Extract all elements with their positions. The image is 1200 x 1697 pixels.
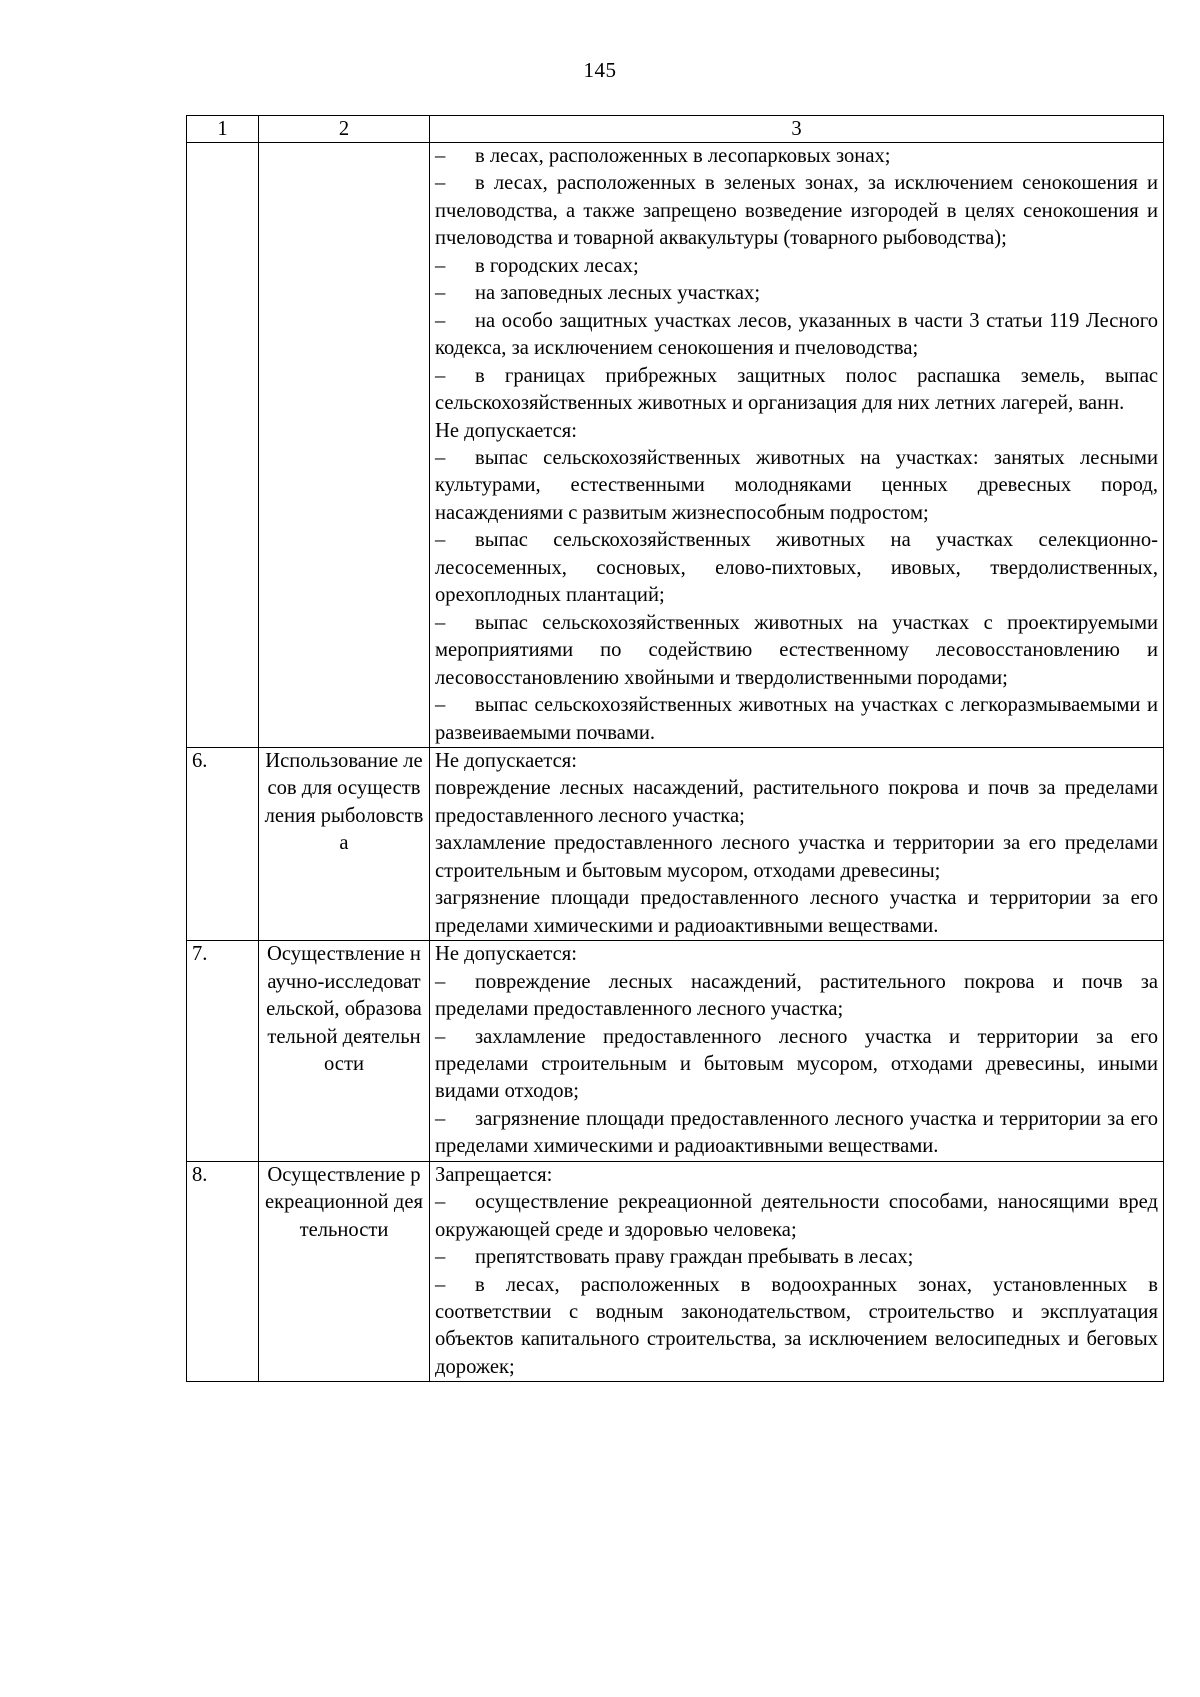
paragraph-text: Запрещается: bbox=[435, 1163, 553, 1186]
dash-marker: – bbox=[435, 970, 446, 993]
restrictions-cell bbox=[430, 143, 1164, 748]
paragraph bbox=[435, 418, 1158, 445]
paragraph bbox=[435, 775, 1158, 830]
activity-name: Осуществление научно-исследовательской, образовательной деятельности bbox=[259, 941, 430, 1162]
paragraph-text: выпас сельскохозяйственных животных на участках: занятых лесными культурами, естественными молодняками ценных древесных пород, насаждениями с развитым жизнеспособным подростом; bbox=[435, 446, 1158, 524]
paragraph-text: выпас сельскохозяйственных животных на участках селекционно-лесосеменных, сосновых, елово-пихтовых, ивовых, твердолиственных, орехоплодных плантаций; bbox=[435, 529, 1158, 607]
paragraph-text: на заповедных лесных участках; bbox=[475, 282, 761, 305]
paragraph-text: в городских лесах; bbox=[475, 254, 639, 277]
restrictions-cell bbox=[430, 747, 1164, 940]
row-number: 7. bbox=[187, 941, 259, 1162]
page-number: 145 bbox=[583, 58, 617, 82]
paragraph-text: Не допускается: bbox=[435, 943, 577, 966]
dash-marker: – bbox=[435, 694, 446, 717]
dash-marker: – bbox=[435, 364, 446, 387]
paragraph-text: выпас сельскохозяйственных животных на участках с легкоразмываемыми и развеиваемыми почвами. bbox=[435, 694, 1158, 744]
table-row bbox=[187, 747, 1164, 940]
paragraph-text: в границах прибрежных защитных полос распашка земель, выпас сельскохозяйственных животных и организация для них летних лагерей, ванн. bbox=[435, 364, 1158, 415]
paragraph-text: загрязнение площади предоставленного лесного участка и территории за его пределами химическими и радиоактивными веществами. bbox=[435, 1107, 1158, 1158]
dash-marker: – bbox=[435, 172, 446, 195]
header-col-3: 3 bbox=[430, 116, 1164, 143]
paragraph-text: загрязнение площади предоставленного лесного участка и территории за его пределами химическими и радиоактивными веществами. bbox=[435, 887, 1158, 937]
dash-marker: – bbox=[435, 1246, 446, 1269]
paragraph-text: повреждение лесных насаждений, растительного покрова и почв за пределами предоставленного лесного участка; bbox=[435, 970, 1158, 1021]
bullet-paragraph bbox=[435, 1024, 1158, 1106]
dash-marker: – bbox=[435, 611, 446, 634]
dash-marker: – bbox=[435, 145, 446, 167]
paragraph bbox=[435, 1162, 1158, 1189]
paragraph bbox=[435, 748, 1158, 775]
bullet-paragraph bbox=[435, 969, 1158, 1024]
bullet-paragraph bbox=[435, 143, 1158, 170]
header-col-2: 2 bbox=[259, 116, 430, 143]
bullet-paragraph bbox=[435, 1106, 1158, 1161]
paragraph bbox=[435, 941, 1158, 968]
restrictions-cell bbox=[430, 1161, 1164, 1382]
paragraph-text: Не допускается: bbox=[435, 749, 577, 772]
header-col-1: 1 bbox=[187, 116, 259, 143]
dash-marker: – bbox=[435, 1191, 446, 1214]
dash-marker: – bbox=[435, 254, 446, 277]
bullet-paragraph bbox=[435, 308, 1158, 363]
bullet-paragraph bbox=[435, 363, 1158, 418]
row-number: 8. bbox=[187, 1161, 259, 1382]
row-number bbox=[187, 143, 259, 748]
paragraph-text: в лесах, расположенных в лесопарковых зонах; bbox=[475, 145, 891, 167]
paragraph-text: на особо защитных участках лесов, указанных в части 3 статьи 119 Лесного кодекса, за исключением сенокошения и пчеловодства; bbox=[435, 309, 1158, 360]
dash-marker: – bbox=[435, 529, 446, 552]
activity-name: Осуществление рекреационной деятельности bbox=[259, 1161, 430, 1382]
table-row bbox=[187, 143, 1164, 748]
dash-marker: – bbox=[435, 446, 446, 469]
regulations-table bbox=[186, 115, 1164, 1382]
bullet-paragraph bbox=[435, 1189, 1158, 1244]
paragraph-text: Не допускается: bbox=[435, 419, 577, 442]
paragraph bbox=[435, 830, 1158, 885]
paragraph-text: повреждение лесных насаждений, растительного покрова и почв за пределами предоставленного лесного участка; bbox=[435, 777, 1158, 827]
bullet-paragraph bbox=[435, 692, 1158, 747]
paragraph-text: захламление предоставленного лесного участка и территории за его пределами строительным и бытовым мусором, отходами древесины, иными видами отходов; bbox=[435, 1025, 1158, 1103]
activity-name: Использование лесов для осуществления рыболовства bbox=[259, 747, 430, 940]
dash-marker: – bbox=[435, 1273, 446, 1296]
bullet-paragraph bbox=[435, 1244, 1158, 1271]
table-row bbox=[187, 941, 1164, 1162]
table-row bbox=[187, 1161, 1164, 1382]
bullet-paragraph bbox=[435, 280, 1158, 307]
bullet-paragraph bbox=[435, 1272, 1158, 1382]
dash-marker: – bbox=[435, 282, 446, 305]
dash-marker: – bbox=[435, 309, 446, 332]
row-number: 6. bbox=[187, 747, 259, 940]
paragraph-text: осуществление рекреационной деятельности способами, наносящими вред окружающей среде и здоровью человека; bbox=[435, 1191, 1158, 1241]
paragraph-text: в лесах, расположенных в водоохранных зонах, установленных в соответствии с водным законодательством, строительство и эксплуатация объектов капитального строительства, за исключением велосипедных и беговых дорожек; bbox=[435, 1273, 1158, 1378]
bullet-paragraph bbox=[435, 527, 1158, 609]
bullet-paragraph bbox=[435, 170, 1158, 252]
paragraph-text: препятствовать праву граждан пребывать в лесах; bbox=[475, 1246, 914, 1269]
activity-name bbox=[259, 143, 430, 748]
bullet-paragraph bbox=[435, 253, 1158, 280]
bullet-paragraph bbox=[435, 445, 1158, 527]
paragraph-text: выпас сельскохозяйственных животных на участках с проектируемыми мероприятиями по содействию естественному лесовосстановлению и лесовосстановлению хвойными и твердолиственными породами; bbox=[435, 611, 1158, 689]
restrictions-cell bbox=[430, 941, 1164, 1162]
paragraph-text: в лесах, расположенных в зеленых зонах, за исключением сенокошения и пчеловодства, а также запрещено возведение изгородей в целях сенокошения и пчеловодства и товарной аквакультуры (товарного рыбоводства); bbox=[435, 172, 1158, 250]
dash-marker: – bbox=[435, 1025, 446, 1048]
paragraph-text: захламление предоставленного лесного участка и территории за его пределами строительным и бытовым мусором, отходами древесины; bbox=[435, 832, 1158, 882]
paragraph bbox=[435, 885, 1158, 940]
table-header-row bbox=[187, 116, 1164, 143]
bullet-paragraph bbox=[435, 610, 1158, 692]
dash-marker: – bbox=[435, 1107, 446, 1130]
